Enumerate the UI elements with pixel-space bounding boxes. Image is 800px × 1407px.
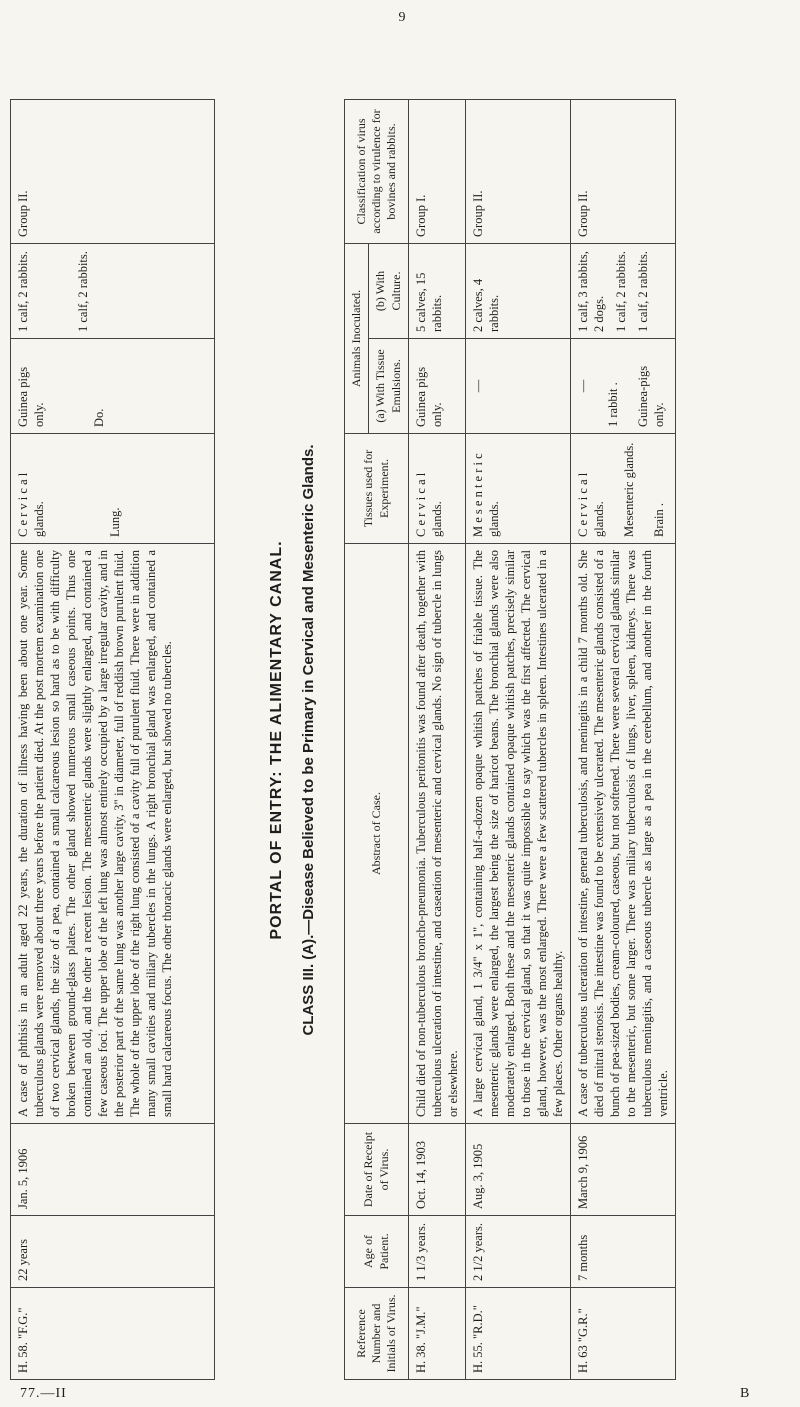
- date-cell: March 9, 1906: [571, 1124, 676, 1216]
- page-number: 9: [398, 10, 406, 25]
- header-date: Date of Receipt of Virus.: [345, 1124, 409, 1216]
- culture-result: 1 calf, 2 rabbits.: [636, 251, 651, 332]
- tissue-entry: Lung.: [108, 507, 122, 537]
- abstract-cell: Child died of non-tuberculous broncho-pneumonia. Tuberculous peritonitis was found after death, together with tuberculous ulceration of intestine, and caseation of mesenteric and cervical glands. No sign of tubercle in lungs or elsewhere.: [409, 544, 466, 1124]
- with-culture-cell: [409, 244, 466, 339]
- header-tissues: Tissues used for Experiment.: [345, 434, 409, 544]
- culture-result: 1 calf, 2 rabbits.: [16, 251, 30, 332]
- with-tissue-cell: [571, 339, 676, 434]
- reference-cell: H. 55. "R.D.": [466, 1288, 571, 1380]
- tissue-entry: C e r v i c a l glands.: [414, 472, 445, 537]
- rotated-sheet: [10, 20, 800, 1380]
- header-row: [345, 100, 369, 1380]
- tissue-result: Do.: [92, 408, 106, 427]
- abstract-cell: A large cervical gland, 1 3/4" x 1", containing half-a-dozen opaque whitish patches of friable tissue. The mesenteric glands were enlarged, the largest being the size of haricot beans. The bronchial glands were also moderately enlarged. Both these and the mesenteric glands contained opaque whitish patches, precisely similar to those in the cervical gland, so that it was quite impossible to say which was the first affected. The cervical gland, however, was the most enlarged. There were a few scattered tubercles in spleen. Intestines ulcerated in a few places. Other organs healthy.: [466, 544, 571, 1124]
- table-row: [571, 100, 676, 1380]
- age-cell: 7 months: [571, 1216, 676, 1288]
- classification-cell: Group II.: [11, 100, 215, 244]
- footer-right: B: [740, 1386, 750, 1401]
- continuation-table: [10, 99, 215, 1380]
- tissue-result: —: [471, 379, 486, 393]
- tissues-cell: [11, 434, 215, 544]
- class-title: PORTAL OF ENTRY: THE ALIMENTARY CANAL.: [268, 540, 285, 940]
- header-with-tissue: (a) With Tissue Emulsions.: [369, 339, 409, 434]
- with-tissue-cell: [466, 339, 571, 434]
- tissue-result: 1 rabbit .: [606, 382, 621, 427]
- age-cell: 1 1/3 years.: [409, 1216, 466, 1288]
- abstract-cell: A case of tuberculous ulceration of intestine, general tuberculosis, and meningitis in a child 7 months old. She died of mitral stenosis. The intestine was found to be extensively ulcerated. The mesenteric glands consisted of a bunch of pea-sized bodies, cream-coloured, caseous, but not softened. There were several cervical glands similar to the mesenteric, but some larger. There was miliary tuberculosis of lungs, liver, spleen, kidneys. There was tuberculous meningitis, and a caseous tubercle as large as a pea in the cerebellum, and another in the fourth ventricle.: [571, 544, 676, 1124]
- tissue-entry: Mesenteric glands.: [622, 442, 637, 537]
- reference-cell: H. 58. "F.G.": [11, 1288, 215, 1380]
- tissues-cell: [409, 434, 466, 544]
- tissue-result: Guinea pigs only.: [16, 366, 46, 427]
- age-cell: 22 years: [11, 1216, 215, 1288]
- abstract-cell: A case of phthisis in an adult aged 22 years, the duration of illness having been about one year. Some tuberculous glands were removed about three years before the patient died. At the post mortem examination one of two cervical glands, the size of a pea, contained a small calcareous lesion so hard as to be with difficulty broken between ground-glass plates. The other gland showed numerous small caseous points. Thus one contained an old, and the other a recent lesion. The mesenteric glands were slightly enlarged, and contained a few caseous foci. The upper lobe of the left lung was almost entirely occupied by a large irregular cavity, and in the posterior part of the same lung was another large cavity, 3" in diameter, full of reddish brown purulent fluid. The whole of the upper lobe of the right lung consisted of a cavity full of purulent fluid. There were in addition many small cavities and miliary tubercles in the lungs. A right bronchial gland was enlarged, and contained a small hard calcareous focus. The other thoracic glands were enlarged, but showed no tubercles.: [11, 544, 215, 1124]
- reference-cell: H. 63 "G.R.": [571, 1288, 676, 1380]
- with-culture-cell: [11, 244, 215, 339]
- classification-cell: Group I.: [409, 100, 466, 244]
- footer-left: 77.—II: [20, 1386, 67, 1401]
- culture-result: 2 calves, 4 rabbits.: [471, 278, 502, 332]
- tissue-entry: C e r v i c a l glands.: [576, 472, 607, 537]
- age-cell: 2 1/2 years.: [466, 1216, 571, 1288]
- header-reference: Reference Number and Initials of Virus.: [345, 1288, 409, 1380]
- classification-cell: Group II.: [571, 100, 676, 244]
- main-table: [344, 99, 676, 1380]
- header-with-culture: (b) With Culture.: [369, 244, 409, 339]
- date-cell: Aug. 3, 1905: [466, 1124, 571, 1216]
- culture-result: 1 calf, 2 rabbits.: [76, 251, 90, 332]
- table-row: [409, 100, 466, 1380]
- with-tissue-cell: [11, 339, 215, 434]
- date-cell: Jan. 5, 1906: [11, 1124, 215, 1216]
- tissue-entry: C e r v i c a l glands.: [16, 472, 46, 537]
- with-culture-cell: [571, 244, 676, 339]
- with-tissue-cell: [409, 339, 466, 434]
- culture-result: 5 calves, 15 rabbits.: [414, 272, 445, 332]
- classification-cell: Group II.: [466, 100, 571, 244]
- tissues-cell: [571, 434, 676, 544]
- tissue-entry: M e s e n t e r i c glands.: [471, 453, 502, 537]
- date-cell: Oct. 14, 1903: [409, 1124, 466, 1216]
- culture-result: 1 calf, 3 rabbits, 2 dogs.: [576, 251, 607, 332]
- reference-cell: H. 38. "J.M.": [409, 1288, 466, 1380]
- with-culture-cell: [466, 244, 571, 339]
- header-age: Age of Patient.: [345, 1216, 409, 1288]
- tissue-result: —: [576, 379, 591, 393]
- table-row: [466, 100, 571, 1380]
- table-row: [11, 100, 215, 1380]
- tissue-result: Guinea-pigs only.: [636, 365, 667, 427]
- class-subtitle: CLASS III. (A).—Disease Believed to be Primary in Cervical and Mesenteric Glands.: [300, 444, 317, 1036]
- tissue-result: Guinea pigs only.: [414, 366, 445, 427]
- tissues-cell: [466, 434, 571, 544]
- header-classification: Classification of virus according to virulence for bovines and rabbits.: [345, 100, 409, 244]
- header-abstract: Abstract of Case.: [345, 544, 409, 1124]
- tissue-entry: Brain .: [652, 502, 667, 537]
- header-animals: Animals Inoculated.: [345, 244, 369, 434]
- culture-result: 1 calf, 2 rabbits.: [614, 251, 629, 332]
